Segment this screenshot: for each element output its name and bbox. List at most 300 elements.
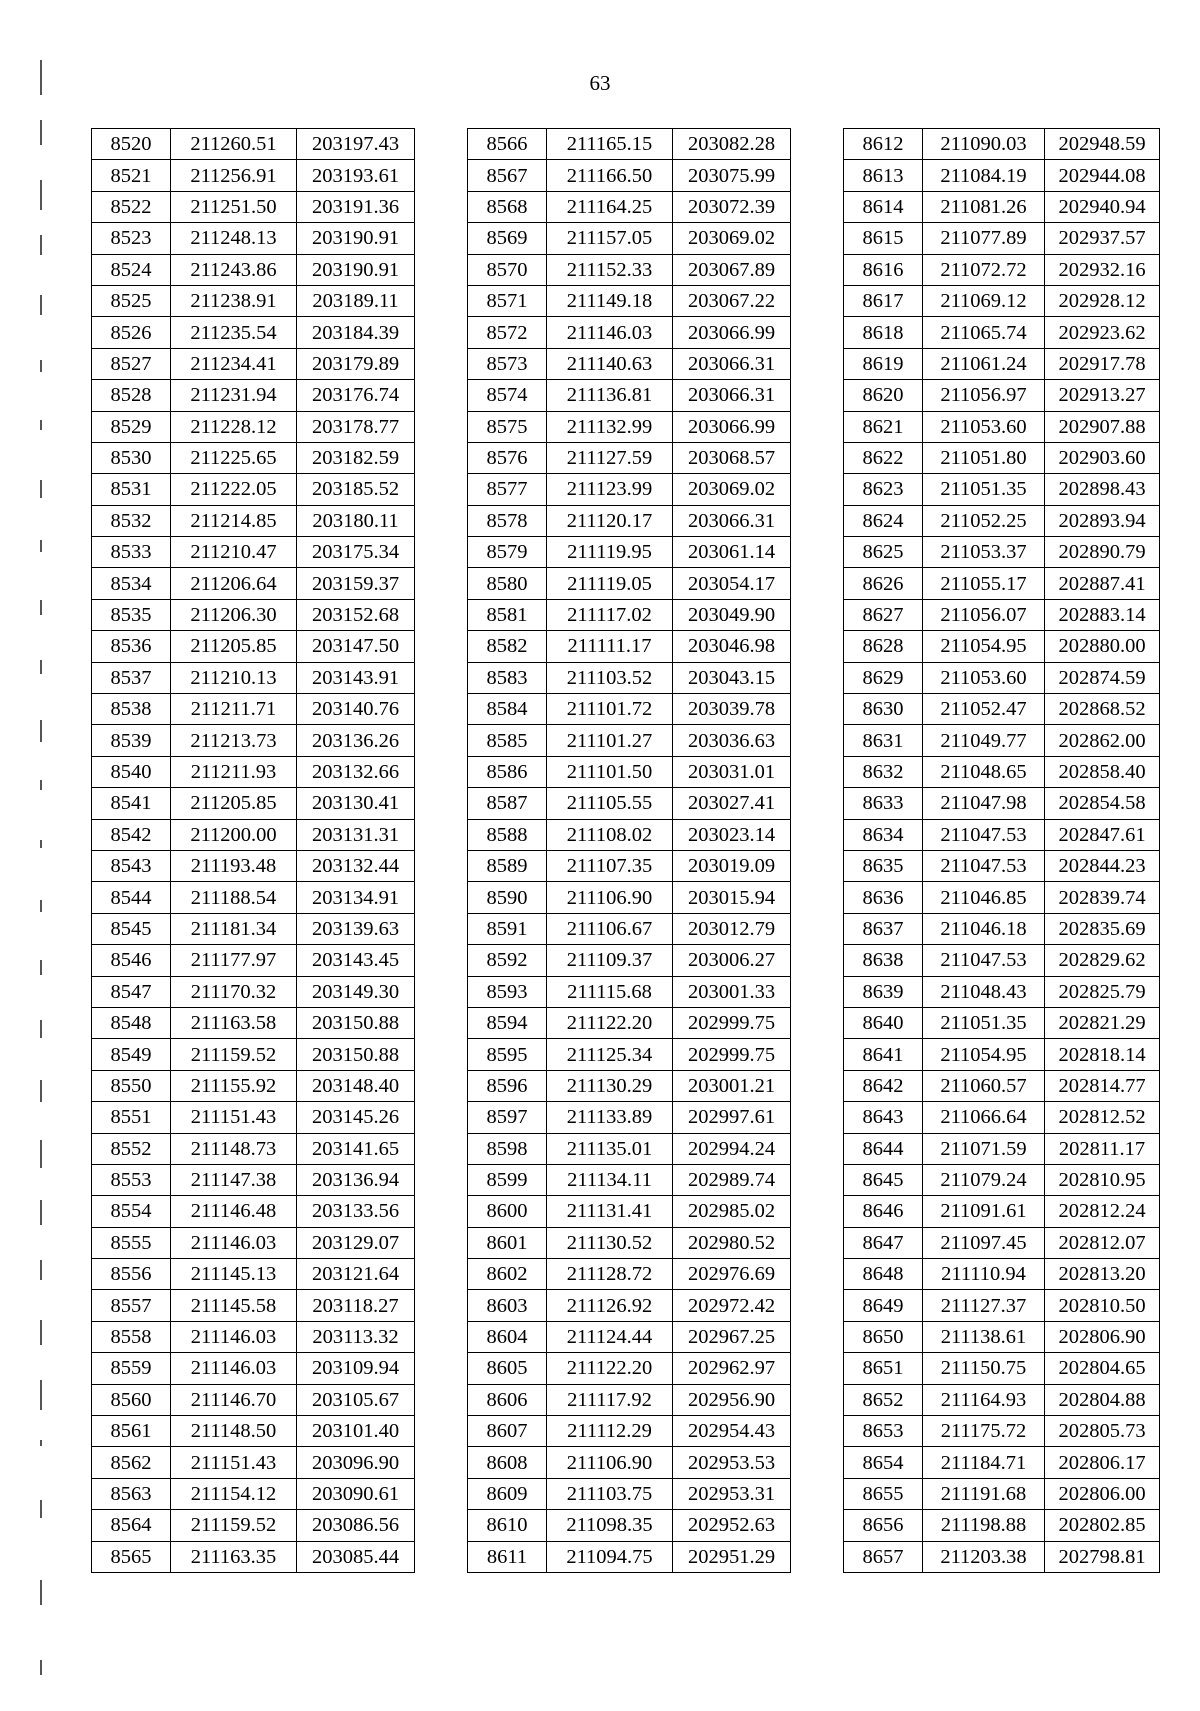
x-coordinate-cell: 211107.35 [547, 850, 673, 881]
point-number-cell: 8542 [92, 819, 171, 850]
x-coordinate-cell: 211228.12 [171, 411, 297, 442]
y-coordinate-cell: 203049.90 [673, 599, 791, 630]
point-number-cell: 8656 [844, 1510, 923, 1541]
table-row [92, 1227, 415, 1258]
y-coordinate-cell: 202805.73 [1045, 1416, 1160, 1447]
x-coordinate-cell: 211188.54 [171, 882, 297, 913]
point-number-cell: 8543 [92, 850, 171, 881]
point-number-cell: 8652 [844, 1384, 923, 1415]
y-coordinate-cell: 203190.91 [297, 254, 415, 285]
point-number-cell: 8589 [468, 850, 547, 881]
point-number-cell: 8637 [844, 913, 923, 944]
table-row [92, 1447, 415, 1478]
point-number-cell: 8620 [844, 380, 923, 411]
table-row [844, 505, 1160, 536]
scan-margin-dash [40, 1140, 42, 1168]
y-coordinate-cell: 203197.43 [297, 129, 415, 160]
table-row [468, 1478, 791, 1509]
point-number-cell: 8547 [92, 976, 171, 1007]
y-coordinate-cell: 202999.75 [673, 1007, 791, 1038]
scan-margin-dash [40, 1260, 42, 1280]
y-coordinate-cell: 202953.53 [673, 1447, 791, 1478]
y-coordinate-cell: 203072.39 [673, 191, 791, 222]
x-coordinate-cell: 211053.37 [923, 537, 1045, 568]
table-row [92, 850, 415, 881]
x-coordinate-cell: 211046.18 [923, 913, 1045, 944]
coordinate-table-2 [467, 128, 791, 1573]
y-coordinate-cell: 203132.44 [297, 850, 415, 881]
table-row [92, 1321, 415, 1352]
point-number-cell: 8622 [844, 442, 923, 473]
y-coordinate-cell: 202913.27 [1045, 380, 1160, 411]
point-number-cell: 8609 [468, 1478, 547, 1509]
x-coordinate-cell: 211122.20 [547, 1353, 673, 1384]
y-coordinate-cell: 203141.65 [297, 1133, 415, 1164]
point-number-cell: 8615 [844, 223, 923, 254]
table-row [468, 537, 791, 568]
table-row [844, 160, 1160, 191]
y-coordinate-cell: 202804.65 [1045, 1353, 1160, 1384]
table-row [844, 662, 1160, 693]
x-coordinate-cell: 211101.50 [547, 756, 673, 787]
y-coordinate-cell: 203066.31 [673, 505, 791, 536]
scan-margin-dash [40, 540, 42, 552]
point-number-cell: 8597 [468, 1102, 547, 1133]
point-number-cell: 8572 [468, 317, 547, 348]
y-coordinate-cell: 202962.97 [673, 1353, 791, 1384]
scan-margin-dash [40, 660, 42, 674]
point-number-cell: 8654 [844, 1447, 923, 1478]
y-coordinate-cell: 202847.61 [1045, 819, 1160, 850]
y-coordinate-cell: 203066.99 [673, 317, 791, 348]
table-row [844, 380, 1160, 411]
table-row [468, 568, 791, 599]
table-row [468, 976, 791, 1007]
y-coordinate-cell: 202954.43 [673, 1416, 791, 1447]
scan-margin-dash [40, 900, 42, 912]
table-row [844, 945, 1160, 976]
x-coordinate-cell: 211165.15 [547, 129, 673, 160]
table-row [844, 285, 1160, 316]
table-row [92, 380, 415, 411]
x-coordinate-cell: 211135.01 [547, 1133, 673, 1164]
table-row [468, 945, 791, 976]
x-coordinate-cell: 211101.72 [547, 694, 673, 725]
point-number-cell: 8593 [468, 976, 547, 1007]
table-row [92, 631, 415, 662]
x-coordinate-cell: 211248.13 [171, 223, 297, 254]
x-coordinate-cell: 211148.73 [171, 1133, 297, 1164]
y-coordinate-cell: 202874.59 [1045, 662, 1160, 693]
point-number-cell: 8555 [92, 1227, 171, 1258]
y-coordinate-cell: 202967.25 [673, 1321, 791, 1352]
x-coordinate-cell: 211154.12 [171, 1478, 297, 1509]
x-coordinate-cell: 211098.35 [547, 1510, 673, 1541]
point-number-cell: 8539 [92, 725, 171, 756]
x-coordinate-cell: 211163.35 [171, 1541, 297, 1572]
x-coordinate-cell: 211238.91 [171, 285, 297, 316]
y-coordinate-cell: 202812.52 [1045, 1102, 1160, 1133]
table-row [844, 1133, 1160, 1164]
x-coordinate-cell: 211054.95 [923, 1039, 1045, 1070]
y-coordinate-cell: 203069.02 [673, 474, 791, 505]
table-row [92, 537, 415, 568]
point-number-cell: 8534 [92, 568, 171, 599]
point-number-cell: 8655 [844, 1478, 923, 1509]
table-row [92, 1541, 415, 1572]
table-row [92, 129, 415, 160]
x-coordinate-cell: 211126.92 [547, 1290, 673, 1321]
y-coordinate-cell: 203039.78 [673, 694, 791, 725]
table-row [92, 505, 415, 536]
y-coordinate-cell: 203085.44 [297, 1541, 415, 1572]
x-coordinate-cell: 211090.03 [923, 129, 1045, 160]
table-row [844, 474, 1160, 505]
table-row [468, 756, 791, 787]
y-coordinate-cell: 203066.99 [673, 411, 791, 442]
table-row [844, 725, 1160, 756]
point-number-cell: 8591 [468, 913, 547, 944]
point-number-cell: 8588 [468, 819, 547, 850]
x-coordinate-cell: 211047.53 [923, 850, 1045, 881]
point-number-cell: 8596 [468, 1070, 547, 1101]
x-coordinate-cell: 211060.57 [923, 1070, 1045, 1101]
table-row [468, 631, 791, 662]
x-coordinate-cell: 211106.67 [547, 913, 673, 944]
x-coordinate-cell: 211146.03 [171, 1227, 297, 1258]
y-coordinate-cell: 202980.52 [673, 1227, 791, 1258]
table-row [92, 348, 415, 379]
x-coordinate-cell: 211105.55 [547, 788, 673, 819]
scan-margin-dash [40, 1200, 42, 1225]
table-row [844, 317, 1160, 348]
point-number-cell: 8607 [468, 1416, 547, 1447]
y-coordinate-cell: 202907.88 [1045, 411, 1160, 442]
point-number-cell: 8537 [92, 662, 171, 693]
x-coordinate-cell: 211134.11 [547, 1164, 673, 1195]
x-coordinate-cell: 211184.71 [923, 1447, 1045, 1478]
x-coordinate-cell: 211200.00 [171, 819, 297, 850]
table-row [844, 348, 1160, 379]
x-coordinate-cell: 211163.58 [171, 1007, 297, 1038]
y-coordinate-cell: 202818.14 [1045, 1039, 1160, 1070]
x-coordinate-cell: 211136.81 [547, 380, 673, 411]
y-coordinate-cell: 203031.01 [673, 756, 791, 787]
y-coordinate-cell: 202923.62 [1045, 317, 1160, 348]
point-number-cell: 8624 [844, 505, 923, 536]
x-coordinate-cell: 211177.97 [171, 945, 297, 976]
table-row [468, 474, 791, 505]
x-coordinate-cell: 211094.75 [547, 1541, 673, 1572]
x-coordinate-cell: 211052.47 [923, 694, 1045, 725]
y-coordinate-cell: 203150.88 [297, 1007, 415, 1038]
x-coordinate-cell: 211103.75 [547, 1478, 673, 1509]
point-number-cell: 8581 [468, 599, 547, 630]
y-coordinate-cell: 203036.63 [673, 725, 791, 756]
y-coordinate-cell: 202956.90 [673, 1384, 791, 1415]
x-coordinate-cell: 211122.20 [547, 1007, 673, 1038]
point-number-cell: 8642 [844, 1070, 923, 1101]
y-coordinate-cell: 203121.64 [297, 1259, 415, 1290]
y-coordinate-cell: 202932.16 [1045, 254, 1160, 285]
point-number-cell: 8631 [844, 725, 923, 756]
table-row [468, 505, 791, 536]
table-row [468, 1447, 791, 1478]
scan-margin-dash [40, 720, 42, 742]
scan-margin-dash [40, 1440, 42, 1446]
point-number-cell: 8562 [92, 1447, 171, 1478]
table-row [468, 662, 791, 693]
x-coordinate-cell: 211081.26 [923, 191, 1045, 222]
y-coordinate-cell: 202844.23 [1045, 850, 1160, 881]
point-number-cell: 8650 [844, 1321, 923, 1352]
point-number-cell: 8557 [92, 1290, 171, 1321]
x-coordinate-cell: 211130.29 [547, 1070, 673, 1101]
y-coordinate-cell: 202804.88 [1045, 1384, 1160, 1415]
x-coordinate-cell: 211155.92 [171, 1070, 297, 1101]
point-number-cell: 8582 [468, 631, 547, 662]
y-coordinate-cell: 202806.90 [1045, 1321, 1160, 1352]
table-row [92, 285, 415, 316]
x-coordinate-cell: 211130.52 [547, 1227, 673, 1258]
point-number-cell: 8565 [92, 1541, 171, 1572]
y-coordinate-cell: 203180.11 [297, 505, 415, 536]
y-coordinate-cell: 203143.45 [297, 945, 415, 976]
point-number-cell: 8632 [844, 756, 923, 787]
point-number-cell: 8535 [92, 599, 171, 630]
scan-margin-dash [40, 960, 42, 975]
x-coordinate-cell: 211225.65 [171, 442, 297, 473]
table-row [468, 380, 791, 411]
y-coordinate-cell: 203193.61 [297, 160, 415, 191]
table-row [844, 756, 1160, 787]
y-coordinate-cell: 202806.17 [1045, 1447, 1160, 1478]
table-row [844, 1196, 1160, 1227]
y-coordinate-cell: 202811.17 [1045, 1133, 1160, 1164]
table-row [468, 129, 791, 160]
x-coordinate-cell: 211193.48 [171, 850, 297, 881]
x-coordinate-cell: 211048.43 [923, 976, 1045, 1007]
table-row [468, 1290, 791, 1321]
point-number-cell: 8563 [92, 1478, 171, 1509]
table-row [92, 1039, 415, 1070]
table-row [844, 1227, 1160, 1258]
table-row [468, 1259, 791, 1290]
x-coordinate-cell: 211115.68 [547, 976, 673, 1007]
table-row [92, 568, 415, 599]
point-number-cell: 8568 [468, 191, 547, 222]
point-number-cell: 8544 [92, 882, 171, 913]
y-coordinate-cell: 202812.24 [1045, 1196, 1160, 1227]
table-row [844, 191, 1160, 222]
table-row [844, 788, 1160, 819]
point-number-cell: 8531 [92, 474, 171, 505]
x-coordinate-cell: 211205.85 [171, 631, 297, 662]
x-coordinate-cell: 211117.92 [547, 1384, 673, 1415]
point-number-cell: 8590 [468, 882, 547, 913]
y-coordinate-cell: 203006.27 [673, 945, 791, 976]
point-number-cell: 8653 [844, 1416, 923, 1447]
table-row [468, 223, 791, 254]
y-coordinate-cell: 202829.62 [1045, 945, 1160, 976]
y-coordinate-cell: 202810.95 [1045, 1164, 1160, 1195]
point-number-cell: 8538 [92, 694, 171, 725]
x-coordinate-cell: 211251.50 [171, 191, 297, 222]
point-number-cell: 8579 [468, 537, 547, 568]
x-coordinate-cell: 211084.19 [923, 160, 1045, 191]
y-coordinate-cell: 203068.57 [673, 442, 791, 473]
scan-margin-dash [40, 780, 42, 790]
point-number-cell: 8639 [844, 976, 923, 1007]
y-coordinate-cell: 203023.14 [673, 819, 791, 850]
point-number-cell: 8587 [468, 788, 547, 819]
point-number-cell: 8566 [468, 129, 547, 160]
x-coordinate-cell: 211132.99 [547, 411, 673, 442]
point-number-cell: 8608 [468, 1447, 547, 1478]
y-coordinate-cell: 203067.22 [673, 285, 791, 316]
point-number-cell: 8625 [844, 537, 923, 568]
x-coordinate-cell: 211071.59 [923, 1133, 1045, 1164]
y-coordinate-cell: 202839.74 [1045, 882, 1160, 913]
x-coordinate-cell: 211108.02 [547, 819, 673, 850]
x-coordinate-cell: 211205.85 [171, 788, 297, 819]
y-coordinate-cell: 202858.40 [1045, 756, 1160, 787]
point-number-cell: 8640 [844, 1007, 923, 1038]
x-coordinate-cell: 211181.34 [171, 913, 297, 944]
table-row [468, 1039, 791, 1070]
y-coordinate-cell: 203133.56 [297, 1196, 415, 1227]
x-coordinate-cell: 211125.34 [547, 1039, 673, 1070]
scan-margin-marks [40, 60, 42, 1700]
y-coordinate-cell: 203101.40 [297, 1416, 415, 1447]
point-number-cell: 8612 [844, 129, 923, 160]
y-coordinate-cell: 203150.88 [297, 1039, 415, 1070]
table-row [92, 1102, 415, 1133]
point-number-cell: 8526 [92, 317, 171, 348]
scan-margin-dash [40, 420, 42, 430]
table-row [844, 882, 1160, 913]
y-coordinate-cell: 202810.50 [1045, 1290, 1160, 1321]
point-number-cell: 8595 [468, 1039, 547, 1070]
y-coordinate-cell: 203082.28 [673, 129, 791, 160]
x-coordinate-cell: 211119.05 [547, 568, 673, 599]
x-coordinate-cell: 211203.38 [923, 1541, 1045, 1572]
point-number-cell: 8561 [92, 1416, 171, 1447]
point-number-cell: 8522 [92, 191, 171, 222]
table-row [92, 662, 415, 693]
point-number-cell: 8635 [844, 850, 923, 881]
y-coordinate-cell: 203043.15 [673, 662, 791, 693]
point-number-cell: 8553 [92, 1164, 171, 1195]
table-row [92, 1070, 415, 1101]
scan-margin-dash [40, 120, 42, 145]
point-number-cell: 8570 [468, 254, 547, 285]
point-number-cell: 8592 [468, 945, 547, 976]
y-coordinate-cell: 202944.08 [1045, 160, 1160, 191]
table-row [92, 819, 415, 850]
x-coordinate-cell: 211056.97 [923, 380, 1045, 411]
point-number-cell: 8532 [92, 505, 171, 536]
point-number-cell: 8602 [468, 1259, 547, 1290]
point-number-cell: 8638 [844, 945, 923, 976]
y-coordinate-cell: 202880.00 [1045, 631, 1160, 662]
y-coordinate-cell: 202806.00 [1045, 1478, 1160, 1509]
y-coordinate-cell: 203189.11 [297, 285, 415, 316]
point-number-cell: 8634 [844, 819, 923, 850]
point-number-cell: 8633 [844, 788, 923, 819]
y-coordinate-cell: 202835.69 [1045, 913, 1160, 944]
y-coordinate-cell: 202887.41 [1045, 568, 1160, 599]
x-coordinate-cell: 211052.25 [923, 505, 1045, 536]
table-row [844, 1541, 1160, 1572]
table-row [92, 882, 415, 913]
table-row [844, 976, 1160, 1007]
y-coordinate-cell: 203182.59 [297, 442, 415, 473]
point-number-cell: 8623 [844, 474, 923, 505]
x-coordinate-cell: 211138.61 [923, 1321, 1045, 1352]
y-coordinate-cell: 202937.57 [1045, 223, 1160, 254]
point-number-cell: 8541 [92, 788, 171, 819]
table-row [844, 411, 1160, 442]
point-number-cell: 8571 [468, 285, 547, 316]
y-coordinate-cell: 202890.79 [1045, 537, 1160, 568]
table-row [468, 1384, 791, 1415]
x-coordinate-cell: 211198.88 [923, 1510, 1045, 1541]
point-number-cell: 8527 [92, 348, 171, 379]
x-coordinate-cell: 211211.71 [171, 694, 297, 725]
x-coordinate-cell: 211211.93 [171, 756, 297, 787]
point-number-cell: 8573 [468, 348, 547, 379]
table-row [468, 850, 791, 881]
x-coordinate-cell: 211128.72 [547, 1259, 673, 1290]
y-coordinate-cell: 203176.74 [297, 380, 415, 411]
point-number-cell: 8604 [468, 1321, 547, 1352]
point-number-cell: 8594 [468, 1007, 547, 1038]
y-coordinate-cell: 203069.02 [673, 223, 791, 254]
point-number-cell: 8529 [92, 411, 171, 442]
table-row [92, 788, 415, 819]
x-coordinate-cell: 211149.18 [547, 285, 673, 316]
table-row [92, 317, 415, 348]
x-coordinate-cell: 211234.41 [171, 348, 297, 379]
table-row [92, 945, 415, 976]
x-coordinate-cell: 211147.38 [171, 1164, 297, 1195]
y-coordinate-cell: 203096.90 [297, 1447, 415, 1478]
coordinate-table-3 [843, 128, 1160, 1573]
point-number-cell: 8564 [92, 1510, 171, 1541]
table-row [468, 160, 791, 191]
y-coordinate-cell: 203130.41 [297, 788, 415, 819]
point-number-cell: 8618 [844, 317, 923, 348]
y-coordinate-cell: 202951.29 [673, 1541, 791, 1572]
table-row [468, 1416, 791, 1447]
table-row [844, 631, 1160, 662]
scan-margin-dash [40, 1320, 42, 1345]
point-number-cell: 8599 [468, 1164, 547, 1195]
scan-margin-dash [40, 235, 42, 255]
x-coordinate-cell: 211191.68 [923, 1478, 1045, 1509]
point-number-cell: 8619 [844, 348, 923, 379]
y-coordinate-cell: 203066.31 [673, 348, 791, 379]
table-row [468, 1196, 791, 1227]
x-coordinate-cell: 211213.73 [171, 725, 297, 756]
point-number-cell: 8558 [92, 1321, 171, 1352]
point-number-cell: 8641 [844, 1039, 923, 1070]
x-coordinate-cell: 211091.61 [923, 1196, 1045, 1227]
y-coordinate-cell: 203027.41 [673, 788, 791, 819]
table-row [844, 1510, 1160, 1541]
x-coordinate-cell: 211106.90 [547, 1447, 673, 1478]
